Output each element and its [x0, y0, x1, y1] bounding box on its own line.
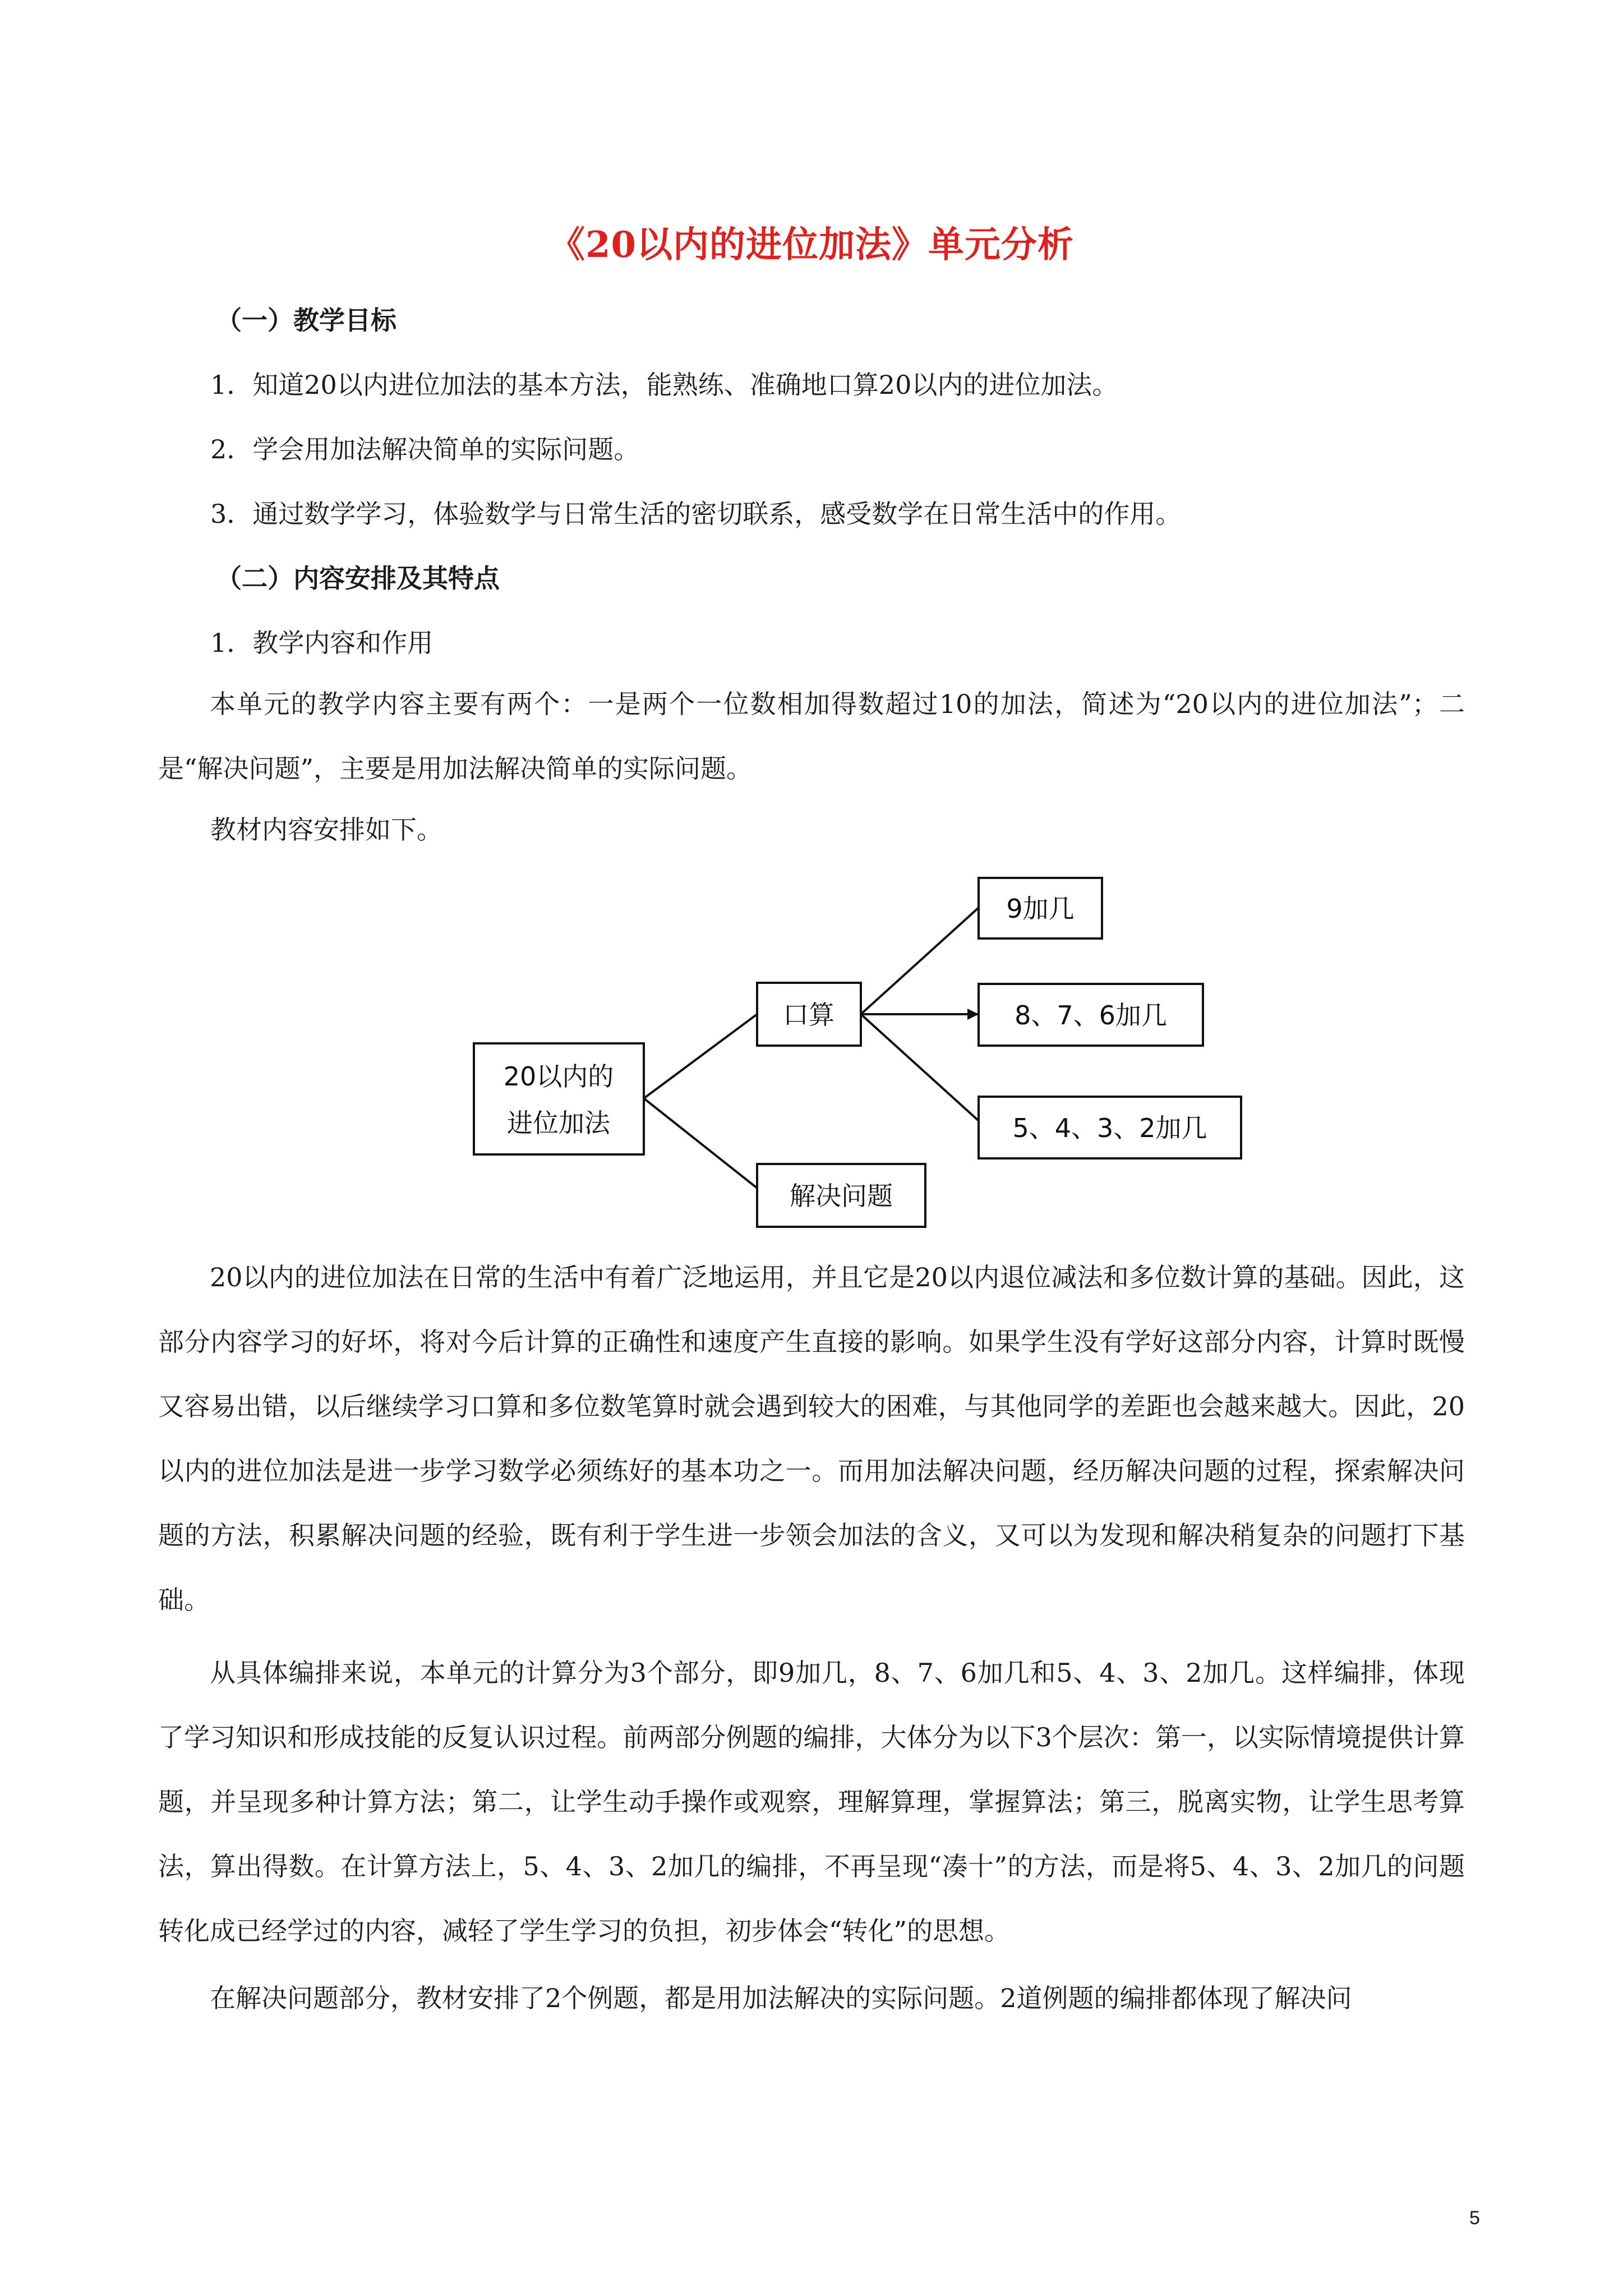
goal-item-1: 1．知道20以内进位加法的基本方法，能熟练、准确地口算20以内的进位加法。 — [210, 370, 1118, 400]
paragraph-problem-solving: 在解决问题部分，教材安排了2个例题，都是用加法解决的实际问题。2道例题的编排都体现了解决问 — [210, 1983, 1352, 2013]
connector-oral-leaf3 — [861, 1014, 979, 1121]
diagram-intro-text: 教材内容安排如下。 — [210, 815, 442, 845]
page-title: 《20以内的进位加法》单元分析 — [548, 224, 1075, 266]
paragraph-content-intro: 本单元的教学内容主要有两个：一是两个一位数相加得数超过10的加法，简述为“20以内的进位加法”；二是“解决问题”，主要是用加法解决简单的实际问题。 — [158, 689, 1465, 784]
solve-box — [757, 1164, 925, 1227]
leaf3-label: 5、4、3、2加几 — [1012, 1113, 1207, 1143]
connector-root-oral — [644, 1014, 757, 1098]
goal-item-3: 3．通过数学学习，体验数学与日常生活的密切联系，感受数学在日常生活中的作用。 — [210, 499, 1182, 529]
section-heading-goals: （一）教学目标 — [216, 305, 396, 335]
sub-heading-content-role: 1．教学内容和作用 — [210, 628, 434, 658]
connector-root-solve — [644, 1098, 757, 1188]
page-number: 5 — [1469, 2207, 1480, 2229]
paragraph-importance: 20以内的进位加法在日常的生活中有着广泛地运用，并且它是20以内退位减法和多位数计算的基础。因此，这部分内容学习的好坏，将对今后计算的正确性和速度产生直接的影响。如果学生没有学好这部分内容，计算时既慢又容易出错，以后继续学习口算和多位数笔算时就会遇到较大的困难，与其他同学的差距也会越来越大。因此，20以内的进位加法是进一步学习数学必须练好的基本功之一。而用加法解决问题，经历解决问题的过程，探索解决问题的方法，积累解决问题的经验，既有利于学生进一步领会加法的含义，又可以为发现和解决稍复杂的问题打下基础。 — [158, 1262, 1465, 1615]
leaf1-label: 9加几 — [1006, 894, 1075, 924]
root-label-line1: 20以内的 — [503, 1061, 614, 1092]
oral-box — [757, 983, 861, 1046]
connector-oral-leaf1 — [861, 908, 979, 1014]
leaf2-box — [979, 984, 1203, 1046]
solve-label: 解决问题 — [790, 1181, 893, 1211]
section-heading-content: （二）内容安排及其特点 — [216, 563, 500, 593]
leaf1-box — [979, 878, 1102, 938]
goal-item-2: 2．学会用加法解决简单的实际问题。 — [210, 434, 640, 464]
leaf2-label: 8、7、6加几 — [1015, 1000, 1167, 1030]
root-label-line2: 进位加法 — [507, 1108, 610, 1138]
leaf3-box — [979, 1097, 1241, 1158]
paragraph-arrangement: 从具体编排来说，本单元的计算分为3个部分，即9加几，8、7、6加几和5、4、3、2加几。这样编排，体现了学习知识和形成技能的反复认识过程。前两部分例题的编排，大体分为以下3个层次：第一，以实际情境提供计算题，并呈现多种计算方法；第二，让学生动手操作或观察，理解算理，掌握算法；第三，脱离实物，让学生思考算法，算出得数。在计算方法上，5、4、3、2加几的编排，不再呈现“凑十”的方法，而是将5、4、3、2加几的问题转化成已经学过的内容，减轻了学生学习的负担，初步体会“转化”的思想。 — [158, 1658, 1465, 1946]
root-box — [474, 1043, 644, 1154]
arrow-head-icon — [967, 1009, 979, 1020]
oral-label: 口算 — [783, 1000, 834, 1030]
